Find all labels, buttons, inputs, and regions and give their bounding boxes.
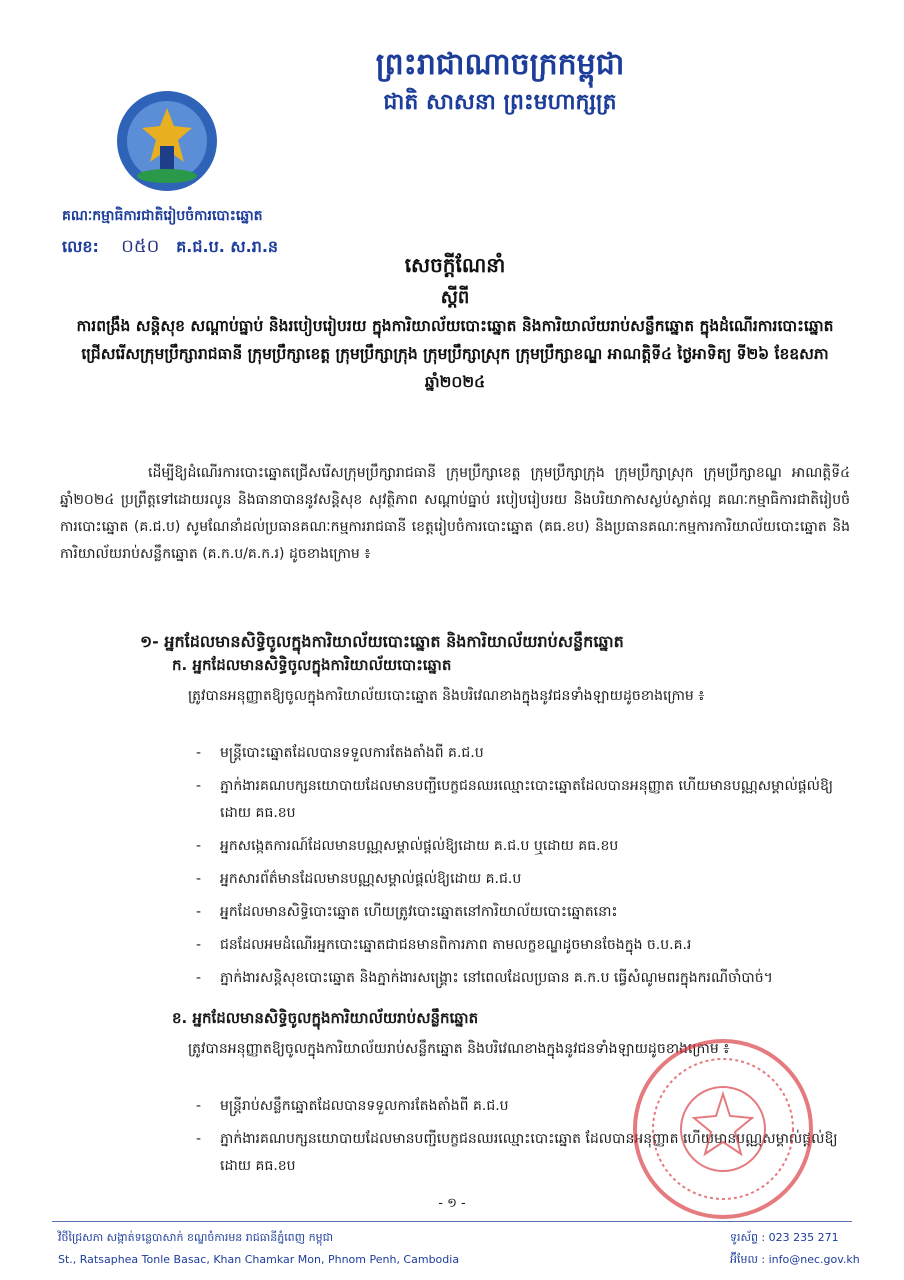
reference-code: គ.ជ.ប. ស.រា.ន [176,237,279,256]
footer-address-km: វិថីជ្រៃសភា សង្កាត់ទន្លេបាសាក់ ខណ្ឌចំការមន រាជធានីភ្នំពេញ កម្ពុជា [58,1231,334,1244]
page-number: - ១ - [438,1196,466,1211]
kingdom-title: ព្រះរាជាណាចក្រកម្ពុជា [375,47,625,82]
list-item: - ភ្នាក់ងារគណបក្សនយោបាយដែលមានបញ្ជីបេក្ខជនឈរឈ្មោះបោះឆ្នោត ដែលបានអនុញ្ញាត ហើយមានបណ្ណសម្គាល់ផ្ដល់ឱ្យដោយ គធ.ខប [196,1126,846,1180]
subsection-b-text: ត្រូវបានអនុញ្ញាតឱ្យចូលក្នុងការិយាល័យរាប់សន្លឹកឆ្នោត និងបរិវេណខាងក្នុងនូវជនទាំងឡាយដូចខាងក្រោម ៖ [188,1041,730,1057]
subsection-a-heading: ក. អ្នកដែលមានសិទ្ធិចូលក្នុងការិយាល័យបោះឆ្នោត [172,656,452,674]
document-subject-label: ស្ដីពី [440,287,470,308]
list-item: - ភ្នាក់ងារគណបក្សនយោបាយដែលមានបញ្ជីបេក្ខជនឈរឈ្មោះបោះឆ្នោតដែលបានអនុញ្ញាត ហើយមានបណ្ណសម្គាល់ផ្ដល់ឱ្យដោយ គធ.ខប [196,773,846,827]
subsection-a-list [196,740,846,998]
list-item: - មន្ត្រីបោះឆ្នោតដែលបានទទួលការតែងតាំងពី គ.ជ.ប [196,740,846,767]
document-subject: ការពង្រឹង សន្ដិសុខ សណ្ដាប់ធ្នាប់ និងរបៀបរៀបរយ ក្នុងការិយាល័យបោះឆ្នោត និងការិយាល័យរាប់សន្លឹកឆ្នោត ក្នុងដំណើរការបោះឆ្នោតជ្រើសរើសក្រុមប្រឹក្សារាជធានី ក្រុមប្រឹក្សាខេត្ត ក្រុមប្រឹក្សាក្រុង ក្រុមប្រឹក្សាស្រុក ក្រុមប្រឹក្សាខណ្ឌ អាណត្តិទី៤ ថ្ងៃអាទិត្យ ទី២៦ ខែឧសភា ឆ្នាំ២០២៤ [76,317,834,391]
reference-value: ០៥០ [121,236,160,257]
list-item: - អ្នកដែលមានសិទ្ធិបោះឆ្នោត ហើយត្រូវបោះឆ្នោតនៅការិយាល័យបោះឆ្នោតនោះ [196,899,846,926]
kingdom-heading [345,44,655,120]
intro-paragraph: ដើម្បីឱ្យដំណើរការបោះឆ្នោតជ្រើសរើសក្រុមប្រឹក្សារាជធានី ក្រុមប្រឹក្សាខេត្ត ក្រុមប្រឹក្សាក្រុង ក្រុមប្រឹក្សាស្រុក ក្រុមប្រឹក្សាខណ្ឌ អាណត្តិទី៤ ឆ្នាំ២០២៤ ប្រព្រឹត្តទៅដោយរលូន និងធានាបាននូវសន្ដិសុខ សុវត្ថិភាព សណ្ដាប់ធ្នាប់ របៀបរៀបរយ និងបរិយាកាសស្ងប់ស្ងាត់ល្អ គណៈកម្មាធិការជាតិរៀបចំការបោះឆ្នោត (គ.ជ.ប) សូមណែនាំដល់ប្រធានគណៈកម្មការរាជធានី ខេត្តរៀបចំការបោះឆ្នោត (គធ.ខប) និងប្រធានគណៈកម្មការការិយាល័យបោះឆ្នោត និងការិយាល័យរាប់សន្លឹកឆ្នោត (គ.ក.ប/គ.ក.រ) ដូចខាងក្រោម ៖ [60,465,850,562]
national-motto: ជាតិ សាសនា ព្រះមហាក្សត្រ [383,90,617,115]
list-item: - អ្នកសារព័ត៌មានដែលមានបណ្ណសម្គាល់ផ្ដល់ឱ្យដោយ គ.ជ.ប [196,866,846,893]
section-1-heading: ១- អ្នកដែលមានសិទ្ធិចូលក្នុងការិយាល័យបោះឆ្នោត និងការិយាល័យរាប់សន្លឹកឆ្នោត [140,632,624,651]
footer-address-en: St., Ratsaphea Tonle Basac, Khan Chamkar Mon, Phnom Penh, Cambodia [58,1253,460,1266]
list-item: - ជនដែលអមដំណើរអ្នកបោះឆ្នោតជាជនមានពិការភាព តាមលក្ខខណ្ឌដូចមានចែងក្នុង ច.ប.គ.រ [196,932,846,959]
footer-phone: ទូរស័ព្ទ : 023 235 271 [730,1231,839,1244]
nec-emblem-icon [112,86,222,196]
footer-email[interactable]: អ៊ីមែល : info@nec.gov.kh [730,1253,860,1266]
document-type: សេចក្ដីណែនាំ [404,253,506,277]
subsection-b-heading: ខ. អ្នកដែលមានសិទ្ធិចូលក្នុងការិយាល័យរាប់សន្លឹកឆ្នោត [172,1009,479,1027]
reference-label: លេខ: [62,237,99,256]
subsection-a-text: ត្រូវបានអនុញ្ញាតឱ្យចូលក្នុងការិយាល័យបោះឆ្នោត និងបរិវេណខាងក្នុងនូវជនទាំងឡាយដូចខាងក្រោម ៖ [188,688,705,704]
footer-contact [730,1227,860,1271]
organization-name: គណៈកម្មាធិការជាតិរៀបចំការបោះឆ្នោត [62,208,263,224]
list-item: - មន្ត្រីរាប់សន្លឹកឆ្នោតដែលបានទទួលការតែងតាំងពី គ.ជ.ប [196,1093,846,1120]
footer-address [58,1227,459,1271]
list-item: - អ្នកសង្កេតការណ៍ដែលមានបណ្ណសម្គាល់ផ្ដល់ឱ្យដោយ គ.ជ.ប ឬដោយ គធ.ខប [196,833,846,860]
footer-divider [52,1221,852,1222]
list-item: - ភ្នាក់ងារសន្ដិសុខបោះឆ្នោត និងភ្នាក់ងារសង្គ្រោះ នៅពេលដែលប្រធាន គ.ក.ប ធ្វើសំណូមពរក្នុងករណីចាំបាច់។ [196,965,846,992]
